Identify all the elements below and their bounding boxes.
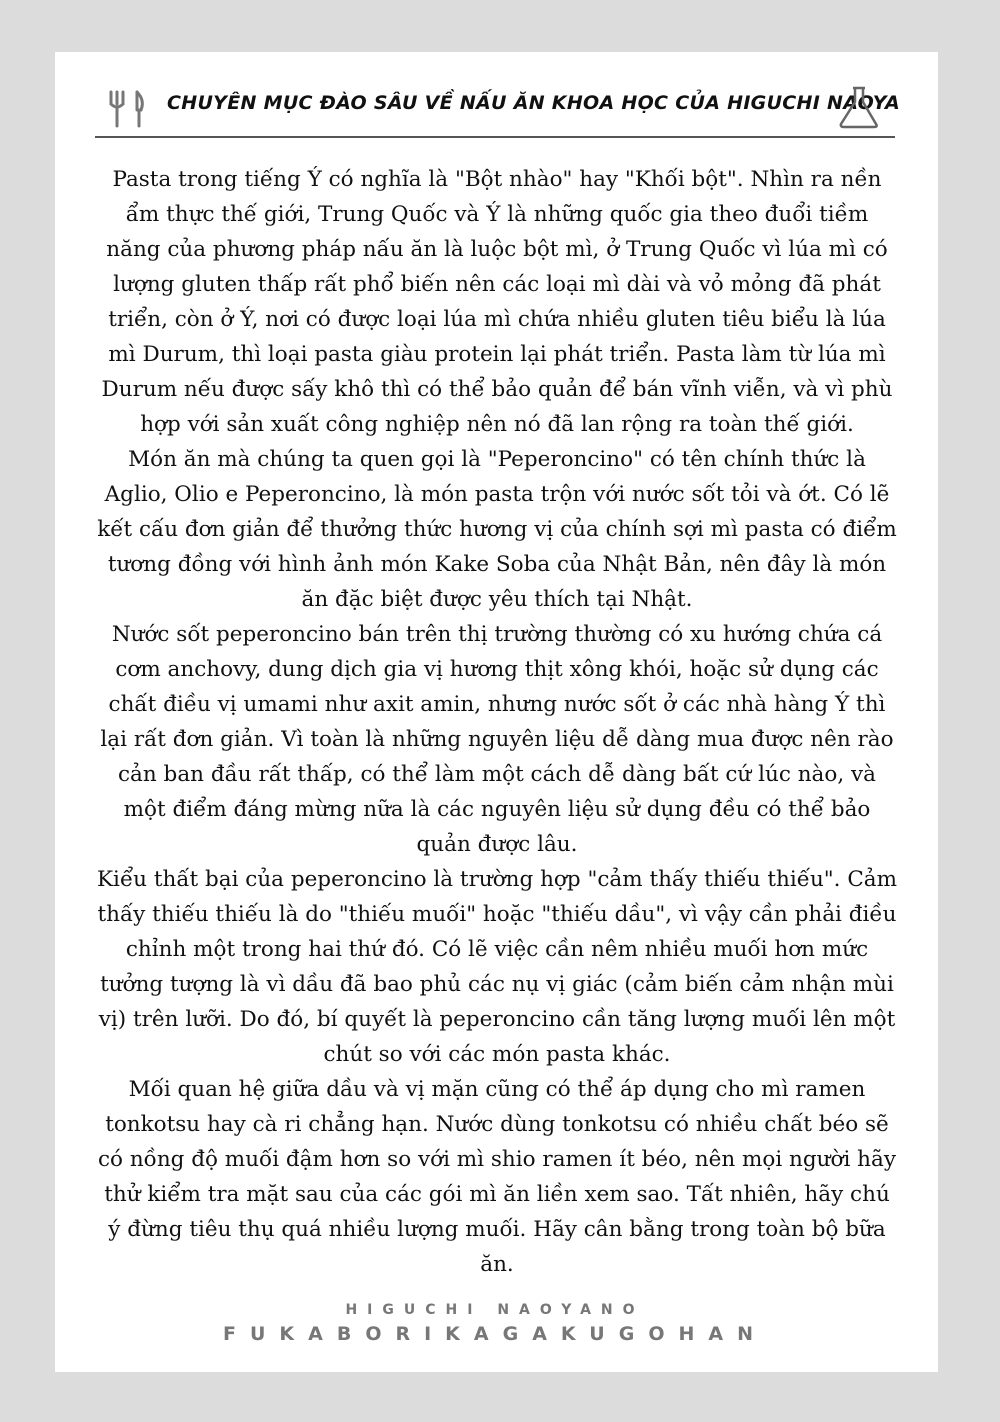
article-body	[97, 162, 897, 1282]
footer-line-2: FUKABORIKAGAKUGOHAN	[223, 1323, 767, 1345]
footer-logo	[145, 1300, 845, 1348]
paragraph-pasta-origin: Pasta trong tiếng Ý có nghĩa là "Bột nhào" hay "Khối bột". Nhìn ra nền ẩm thực thế giới, Trung Quốc và Ý là những quốc gia theo đuổi tiềm năng của phương pháp nấu ăn là luộc bột mì, ở Trung Quốc vì lúa mì có lượng gluten thấp rất phổ biến nên các loại mì dài và vỏ mỏng đã phát triển, còn ở Ý, nơi có được loại lúa mì chứa nhiều gluten tiêu biểu là lúa mì Durum, thì loại pasta giàu protein lại phát triển. Pasta làm từ lúa mì Durum nếu được sấy khô thì có thể bảo quản để bán vĩnh viễn, và vì phù hợp với sản xuất công nghiệp nên nó đã lan rộng ra toàn thế giới.	[101, 167, 893, 437]
paragraph-failure: Kiểu thất bại của peperoncino là trường hợp "cảm thấy thiếu thiếu". Cảm thấy thiếu thiếu là do "thiếu muối" hoặc "thiếu dầu", vì vậy cần phải điều chỉnh một trong hai thứ đó. Có lẽ việc cần nêm nhiều muối hơn mức tưởng tượng là vì dầu đã bao phủ các nụ vị giác (cảm biến cảm nhận mùi vị) trên lưỡi. Do đó, bí quyết là peperoncino cần tăng lượng muối lên một chút so với các món pasta khác.	[97, 867, 898, 1067]
paragraph-peperoncino-name: Món ăn mà chúng ta quen gọi là "Peperoncino" có tên chính thức là Aglio, Olio e Peperoncino, là món pasta trộn với nước sốt tỏi và ớt. Có lẽ kết cấu đơn giản để thưởng thức hương vị của chính sợi mì pasta có điểm tương đồng với hình ảnh món Kake Soba của Nhật Bản, nên đây là món ăn đặc biệt được yêu thích tại Nhật.	[97, 447, 897, 612]
paragraph-sauce: Nước sốt peperoncino bán trên thị trường thường có xu hướng chứa cá cơm anchovy, dung dịch gia vị hương thịt xông khói, hoặc sử dụng các chất điều vị umami như axit amin, nhưng nước sốt ở các nhà hàng Ý thì lại rất đơn giản. Vì toàn là những nguyên liệu dễ dàng mua được nên rào cản ban đầu rất thấp, có thể làm một cách dễ dàng bất cứ lúc nào, và một điểm đáng mừng nữa là các nguyên liệu sử dụng đều có thể bảo quản được lâu.	[100, 622, 894, 857]
header-title: CHUYÊN MỤC ĐÀO SÂU VỀ NẤU ĂN KHOA HỌC CỦA HIGUCHI NAOYA	[167, 92, 900, 114]
column-header	[95, 80, 900, 142]
flask-icon	[835, 84, 883, 130]
page-sheet	[55, 52, 938, 1372]
fork-knife-icon	[105, 88, 153, 130]
header-bottom-rule	[95, 136, 895, 138]
footer-line-1: HIGUCHI NAOYANO	[345, 1302, 645, 1318]
paragraph-oil-salt: Mối quan hệ giữa dầu và vị mặn cũng có thể áp dụng cho mì ramen tonkotsu hay cà ri chẳng hạn. Nước dùng tonkotsu có nhiều chất béo sẽ có nồng độ muối đậm hơn so với mì shio ramen ít béo, nên mọi người hãy thử kiểm tra mặt sau của các gói mì ăn liền xem sao. Tất nhiên, hãy chú ý đừng tiêu thụ quá nhiều lượng muối. Hãy cân bằng trong toàn bộ bữa ăn.	[98, 1077, 896, 1277]
